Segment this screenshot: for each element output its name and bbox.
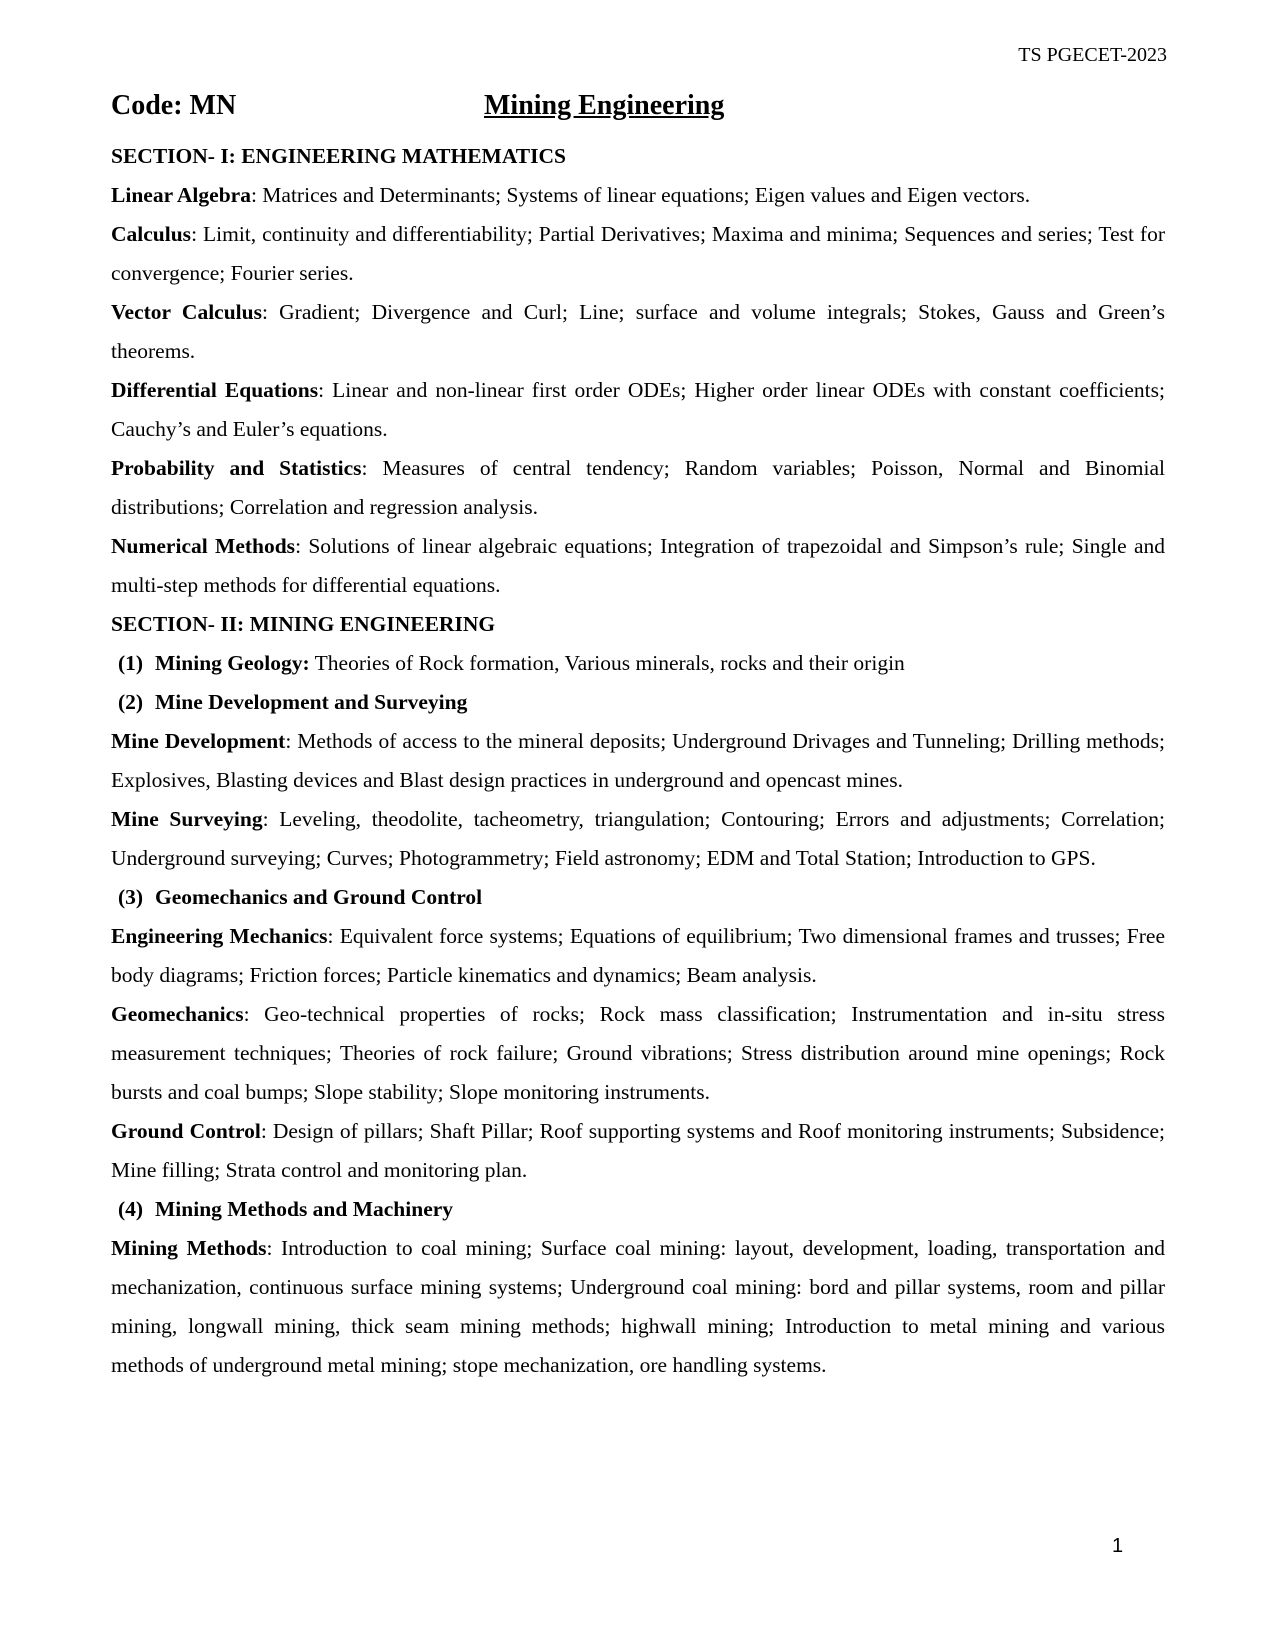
subtopic-text: : Design of pillars; Shaft Pillar; Roof supporting systems and Roof monitoring instruments; Subsidence; Mine filling; Strata control and monitoring plan. — [111, 1119, 1165, 1182]
item-number: (1) — [118, 651, 144, 675]
subtopic-text: : Methods of access to the mineral deposits; Underground Drivages and Tunneling; Drilling methods; Explosives, Blasting devices and Blast design practices in underground and opencast mines. — [111, 729, 1165, 792]
subtopic-ground-control — [111, 1112, 1165, 1190]
subtopic-geomechanics — [111, 995, 1165, 1112]
topic-probability-statistics — [111, 449, 1165, 527]
subtopic-term: Mining Methods — [111, 1236, 267, 1260]
subtopic-text: : Introduction to coal mining; Surface coal mining: layout, development, loading, transportation and mechanization, continuous surface mining systems; Underground coal mining: bord and pillar systems, room and pillar mining, longwall mining, thick seam mining methods; highwall mining; Introduction to metal mining and various methods of underground metal mining; stope mechanization, ore handling systems. — [111, 1236, 1165, 1377]
topic-term: Differential Equations — [111, 378, 319, 402]
item-text: Theories of Rock formation, Various minerals, rocks and their origin — [309, 651, 905, 675]
topic-text: : Measures of central tendency; Random variables; Poisson, Normal and Binomial distributions; Correlation and regression analysis. — [111, 456, 1165, 519]
item-title: Geomechanics and Ground Control — [155, 885, 483, 909]
topic-text: : Solutions of linear algebraic equations; Integration of trapezoidal and Simpson’s rule; Single and multi-step methods for differential equations. — [111, 534, 1166, 597]
page-number: 1 — [1112, 1535, 1124, 1557]
subtopic-term: Engineering Mechanics — [111, 924, 328, 948]
item-title: Mine Development and Surveying — [155, 690, 468, 714]
subject-title: Mining Engineering — [484, 90, 725, 121]
item-number: (4) — [118, 1197, 144, 1221]
section-1-heading: SECTION- I: ENGINEERING MATHEMATICS — [111, 144, 566, 168]
list-item — [111, 683, 1165, 722]
topic-text: : Matrices and Determinants; Systems of linear equations; Eigen values and Eigen vectors. — [250, 183, 1031, 207]
subtopic-mine-surveying — [111, 800, 1165, 878]
subtopic-mining-methods — [111, 1229, 1165, 1385]
section-2-heading: SECTION- II: MINING ENGINEERING — [111, 612, 496, 636]
title-row — [111, 90, 1165, 130]
subtopic-text: : Equivalent force systems; Equations of equilibrium; Two dimensional frames and trusses; Free body diagrams; Friction forces; Particle kinematics and dynamics; Beam analysis. — [111, 924, 1165, 987]
subtopic-term: Geomechanics — [111, 1002, 244, 1026]
item-title: Mining Geology: — [155, 651, 310, 675]
item-number: (2) — [118, 690, 144, 714]
topic-linear-algebra — [111, 176, 1165, 215]
list-item — [111, 644, 1165, 683]
subtopic-term: Mine Surveying — [111, 807, 263, 831]
topic-term: Numerical Methods — [111, 534, 296, 558]
topic-term: Vector Calculus — [111, 300, 262, 324]
topic-term: Calculus — [111, 222, 192, 246]
topic-text: : Linear and non-linear first order ODEs; Higher order linear ODEs with constant coefficients; Cauchy’s and Euler’s equations. — [111, 378, 1165, 441]
list-item — [111, 1190, 1165, 1229]
list-item — [111, 878, 1165, 917]
subject-code: Code: MN — [111, 90, 237, 121]
topic-vector-calculus — [111, 293, 1165, 371]
subtopic-text: : Leveling, theodolite, tacheometry, triangulation; Contouring; Errors and adjustments; Correlation; Underground surveying; Curves; Photogrammetry; Field astronomy; EDM and Total Station; Introduction to GPS. — [111, 807, 1165, 870]
subtopic-term: Mine Development — [111, 729, 286, 753]
syllabus-content — [111, 137, 1165, 1385]
topic-text: : Gradient; Divergence and Curl; Line; surface and volume integrals; Stokes, Gauss and Green’s theorems. — [111, 300, 1165, 363]
topic-term: Linear Algebra — [111, 183, 251, 207]
subtopic-engineering-mechanics — [111, 917, 1165, 995]
item-body — [155, 644, 905, 683]
topic-numerical-methods — [111, 527, 1165, 605]
topic-differential-equations — [111, 371, 1165, 449]
item-number: (3) — [118, 885, 144, 909]
subtopic-term: Ground Control — [111, 1119, 261, 1143]
topic-text: : Limit, continuity and differentiability; Partial Derivatives; Maxima and minima; Sequences and series; Test for convergence; Fourier series. — [111, 222, 1165, 285]
item-title: Mining Methods and Machinery — [155, 1197, 454, 1221]
subtopic-text: : Geo-technical properties of rocks; Rock mass classification; Instrumentation and in-situ stress measurement techniques; Theories of rock failure; Ground vibrations; Stress distribution around mine openings; Rock bursts and coal bumps; Slope stability; Slope monitoring instruments. — [111, 1002, 1165, 1104]
topic-term: Probability and Statistics — [111, 456, 362, 480]
topic-calculus — [111, 215, 1165, 293]
exam-header: TS PGECET-2023 — [1018, 44, 1167, 66]
subtopic-mine-development — [111, 722, 1165, 800]
